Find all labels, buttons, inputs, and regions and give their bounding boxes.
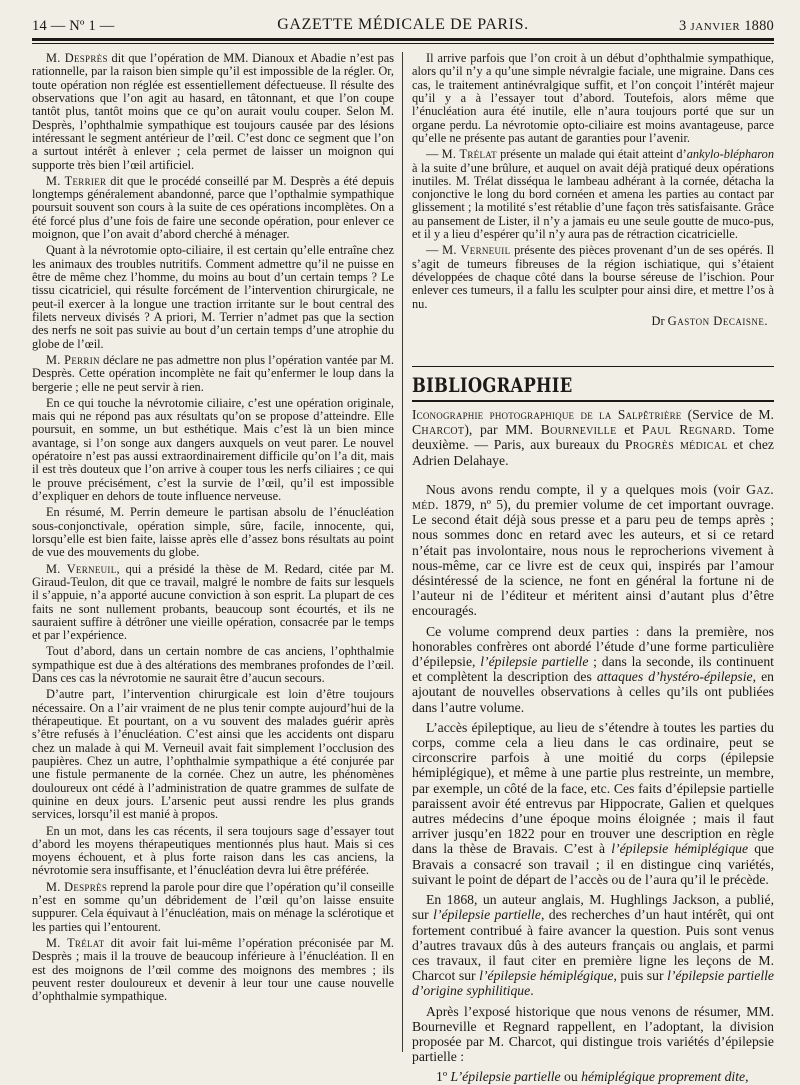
paragraph bbox=[32, 688, 394, 821]
paragraph-text: D’autre part, l’intervention chirurgicale est loin d’être toujours nécessaire. On a l’air vraiment de ne plus tenir compte aujourd’hui de la thérapeutique. Et pourtant, on a vu souvent des malades guérir après s’être refusés à l’énucléation. C’est ainsi que les accidents ont disparu chez un malade à qui M. Verneuil avait fait simplement l’occlusion des paupières. Chez un autre, l’ophthalmie sympathique a été conjurée par une fistule permanente de la cornée. Chez un autre, les phénomènes douloureux ont cédé à l’administration de quatre grammes de sulfate de quinine en deux jours. L’arsenic peut aussi rendre les plus grands services, lorsqu’il est manié à propos. bbox=[32, 687, 394, 822]
paragraph bbox=[32, 563, 394, 643]
paragraph bbox=[32, 52, 394, 172]
paragraph bbox=[412, 244, 774, 311]
issue-day: 3 bbox=[679, 18, 687, 34]
paragraph bbox=[412, 720, 774, 887]
italic-term: l’épilepsie partielle bbox=[433, 907, 541, 923]
italic-term: ankylo-blépharon bbox=[686, 147, 774, 162]
paragraph-text: En ce qui touche la névrotomie ciliaire, c’est une opération originale, mais qui ne répond pas aux résultats qu’on se propose d’atteindre. Elle poursuit, en somme, un but esthétique. Mais c’est là un bien mince avantage, si l’on songe aux dangers auxquels on veut parer. Le nouvel opératoire n’est pas aussi extraordinairement difficile qu’on l’a dit, mais il est très douteux que l’on arrive à couper tous les nerfs ciliaires ; ce qui le prouve précisément, c’est la survie de l’œil, qu’il est impossible d’expliquer en dehors de toute influence nerveuse. bbox=[32, 395, 394, 503]
issue-date bbox=[679, 18, 774, 35]
reference-text: et chez Adrien Delahaye. bbox=[412, 437, 774, 468]
issue-year: 1880 bbox=[744, 18, 774, 34]
publisher-name: Progrès médical bbox=[624, 437, 728, 453]
paragraph bbox=[412, 482, 774, 619]
column-divider bbox=[402, 52, 403, 1052]
speaker: M. Perrin bbox=[46, 352, 100, 367]
paragraph-text: déclare ne pas admettre non plus l’opération vantée par M. Desprès. Cette opération incomplète ne fait qu’enfermer le loup dans la bergerie ; elle ne peut servir à rien. bbox=[32, 352, 394, 394]
italic-term: l’épilepsie hémiplégique bbox=[611, 841, 749, 857]
paragraph-text: dit que l’opération de MM. Dianoux et Abadie n’est pas rationnelle, par la raison bien simple qu’il est impossible de la régler. Or, toute opération non réglée est essentiellement défectueuse. Il résulte des observations que l’on agit au hasard, en tâtonnant, et que l’on coupe tantôt plus, tantôt moins que ce qu’on aurait voulu couper. Selon M. Desprès, l’ophthalmie sympathique est toujours causée par des lésions intéressant le segment antérieur de l’œil. C’est donc ce segment que l’on a surtout intérêt à enlever ; cela permet de laisser un moignon qui supporte très bien l’œil artificiel. bbox=[32, 51, 394, 172]
paragraph bbox=[32, 881, 394, 934]
author-name: Paul Regnard bbox=[641, 422, 733, 438]
paragraph-text: dit que le procédé conseillé par M. Desprès a été depuis longtemps généralement abandonné, parce que l’opthalmie sympathique poursuit souvent son cours à la suite de ces opérations incomplètes. On a été forcé plus d’une fois de faire une seconde opération, pour enlever ce moignon, que l’on avait d’abord cherché à ménager. bbox=[32, 173, 395, 242]
paragraph-text: 1879, nº 5), du premier volume de cet important ouvrage. Le second était déjà sous presse et a paru peu de temps après ; nous sommes donc en retard avec les auteurs, et si ce retard n’était pas involontaire, nous nous le reprocherions vivement à nous-même, car ce livre est de ceux qui, inspirés par l’amour désintéressé de la science, ne font en général la fortune ni de l’auteur ni de l’éditeur et méritent ainsi d’autant plus d’être encouragés. bbox=[412, 497, 774, 619]
paragraph-text: En 1868, un auteur anglais, M. Hughlings Jackson, a publié, sur bbox=[412, 892, 774, 923]
paragraph bbox=[32, 244, 394, 351]
paragraph bbox=[32, 354, 394, 394]
speaker: M. Trélat bbox=[441, 147, 497, 162]
paragraph-text: ou bbox=[560, 1069, 582, 1085]
book-reference bbox=[412, 407, 774, 468]
speaker: M. Verneuil bbox=[442, 243, 511, 258]
paragraph bbox=[32, 397, 394, 504]
section-rule bbox=[412, 400, 774, 402]
author-name: Charcot bbox=[412, 422, 465, 438]
paragraph-text: Ce volume comprend deux parties : dans la première, nos honorables confrères ont abordé l’étude d’une forme particulière d’épilepsie, bbox=[412, 623, 774, 670]
paragraph-text: Après l’exposé historique que nous venons de résumer, MM. Bourneville et Regnard rappellent, en l’adoptant, la division proposée par M. Charcot, qui distingue trois variétés d’épilepsie partielle : bbox=[412, 1003, 774, 1065]
reference-text: . Tome deuxième. — Paris, aux bureaux du bbox=[412, 422, 774, 453]
paragraph bbox=[32, 506, 394, 559]
paragraph-text: , des recherches d’un haut intérêt, qui ont fortement contribué à faire avancer la question. Puis sont venus d’autres travaux dûs à des auteurs français ou anglais, et parmi ces travaux, il faut citer en première ligne les leçons de M. Charcot sur bbox=[412, 907, 774, 984]
paragraph-text: à la suite d’une brûlure, et auquel on avait déjà pratiqué deux opérations inutiles. M. Trélat disséqua le lambeau adhérant à la cornée, détacha la conjonctive le long du bord cornéen et amena les parties au contact par glissement ; la motilité s’est rétablie d’une façon très satisfaisante. Grâce au pansement de Lister, il n’y a jamais eu une seule goutte de muco-pus, et il y a lieu d’espérer qu’il n’y aura pas de rétraction cicatricielle. bbox=[412, 160, 774, 242]
paragraph-text: , qui a présidé la thèse de M. Redard, citée par M. Giraud-Teulon, dit que ce travail, malgré le nombre de faits sur lesquels il s’appuie, n’a apporté aucune conviction à son esprit. La plupart de ces faits ne sont nullement probants, beaucoup sont écourtés, et ils ne sauraient suffire à détrôner une vieille opération, consacrée par le temps et par l’expérience. bbox=[32, 561, 394, 643]
section-title: BIBLIOGRAPHIE bbox=[412, 373, 573, 397]
dash: — bbox=[426, 147, 442, 162]
speaker: M. Terrier bbox=[46, 173, 107, 188]
journal-title: GAZETTE MÉDICALE DE PARIS. bbox=[277, 16, 529, 33]
italic-term: hémiplégique proprement dite bbox=[581, 1069, 746, 1085]
speaker: M. Desprès bbox=[46, 51, 108, 65]
paragraph bbox=[412, 892, 774, 998]
reference-text: (Service de M. bbox=[681, 407, 774, 422]
paragraph bbox=[32, 937, 394, 1004]
paragraph bbox=[32, 175, 394, 242]
speaker: M. Trélat bbox=[46, 936, 105, 950]
speaker: M. Verneuil bbox=[46, 561, 117, 576]
paragraph-text: Tout d’abord, dans un certain nombre de cas anciens, l’ophthalmie sympathique est due à des altérations des membranes profondes de l’œil. Dans ces cas la névrotomie ne saurait être d’aucun secours. bbox=[32, 644, 394, 686]
paragraph-text: , puis sur bbox=[613, 968, 668, 984]
paragraph-text: ; dans la seconde, ils continuent et complètent la description des bbox=[412, 654, 774, 685]
header-rule-thin bbox=[32, 43, 774, 44]
page-header bbox=[32, 14, 774, 36]
paragraph-text: , bbox=[745, 1069, 749, 1085]
header-rule-thick bbox=[32, 38, 774, 41]
reference-text: ), par MM. bbox=[464, 422, 541, 438]
italic-term: l’épilepsie hémiplégique bbox=[479, 968, 614, 984]
bibliography-section bbox=[412, 407, 774, 1085]
italic-term: l’épilepsie partielle bbox=[480, 654, 589, 670]
italic-term: l’épilepsie partielle d’origine syphilitique bbox=[412, 968, 774, 999]
italic-term: attaques d’hystéro-épilepsie bbox=[596, 669, 753, 685]
paragraph-text: Nous avons rendu compte, il y a quelques mois (voir bbox=[426, 481, 747, 497]
paragraph-text: reprend la parole pour dire que l’opération qu’il conseille n’est en somme qu’un débridement de l’œil qu’on laisse ensuite suppurer. Cela équivaut à l’énucléation, mais on ménage la sclérotique et les parties qui l’entourent. bbox=[32, 879, 394, 934]
paragraph bbox=[32, 825, 394, 878]
signature-name: Gaston Decaisne. bbox=[667, 313, 768, 328]
paragraph bbox=[412, 52, 774, 145]
paragraph-text: En un mot, dans les cas récents, il sera toujours sage d’essayer tout d’abord les moyens thérapeutiques mentionnés plus haut. Mais si ces moyens échouent, et à plus forte raison dans les cas anciens, la névrotomie sera insuffisante, et l’énucléation devra lui être préférée. bbox=[32, 823, 394, 878]
paragraph-text: dit avoir fait lui-même l’opération préconisée par M. Desprès ; mais il la trouve de beaucoup inférieure à l’énucléation. Il en est des moignons de l’œil comme des moignons des membres ; ils peuvent rester douloureux et devenir à leur tour une cause nouvelle d’ophthalmie sympathique. bbox=[32, 936, 394, 1004]
paragraph-text: présente un malade qui était atteint d’ bbox=[500, 147, 687, 162]
speaker: M. Desprès bbox=[46, 879, 108, 894]
paragraph bbox=[412, 1004, 774, 1065]
paragraph bbox=[32, 645, 394, 685]
book-title: Iconographie photographique de la Salpêtrière bbox=[412, 407, 682, 422]
reference-text: et bbox=[616, 422, 642, 438]
paragraph-text: L’accès épileptique, au lieu de s’étendre à toutes les parties du corps, comme cela a lieu dans le cas ordinaire, peut se circonscrire parfois à une moitié du corps (épilepsie hémiplégique), et même à une partie plus restreinte, un membre, par exemple, un côté de la face, etc. Ces faits d’épilepsie partielle paraissent avoir été entrevus par Hippocrate, Galien et quelques autres médecins d’une époque moins éloignée ; mais il faut arriver jusqu’en 1822 pour en trouver une description en règle dans la thèse de Bravais. C’est à bbox=[412, 719, 774, 857]
paragraph bbox=[412, 624, 774, 715]
paragraph-text: que Bravais a consacré son travail ; il en distingue cinq variétés, suivant le point de départ de l’accès ou de l’aura qu’il le précède. bbox=[412, 841, 774, 887]
paragraph-text: Quant à la névrotomie opto-ciliaire, il est certain qu’elle entraîne chez les animaux des troubles nutritifs. Comment admettre qu’il ne puisse en être de même chez l’homme, du moins au bout d’un certain temps ? Le tissu cicatriciel, qui résulte forcément de l’intervention chirurgicale, ne peut-il exercer à la longue une traction irritante sur le bout central des filets nerveux divisés ? A priori, M. Terrier n’admet pas que la section des nerfs ne soit pas suivie au bout d’un certain temps d’une atrophie du globe de l’œil. bbox=[32, 243, 394, 351]
dash: — bbox=[426, 243, 443, 258]
issue-month: JANVIER bbox=[690, 21, 741, 33]
signature-prefix: Dr bbox=[651, 313, 665, 328]
paragraph-text: . bbox=[530, 983, 534, 999]
author-name: Bourneville bbox=[540, 422, 617, 438]
signature bbox=[412, 315, 774, 328]
journal-abbrev: Gaz. méd. bbox=[412, 481, 774, 513]
italic-term: L’épilepsie partielle bbox=[450, 1069, 561, 1085]
paragraph-text: présente des pièces provenant d’un de ses opérés. Il s’agit de tumeurs fibreuses de la région ischiatique, qui s’étaient développées de chaque côté dans la bourse séreuse de l’ischion. Pour enlever ces tumeurs, il a fallu les sculpter pour ainsi dire, et mettre l’os à nu. bbox=[412, 243, 774, 311]
paragraph-text: , en ajoutant de nouvelles observations à celles qu’ils ont publiées dans l’autre volume. bbox=[412, 669, 774, 715]
page-number: 14 — Nº 1 — bbox=[32, 18, 115, 34]
left-column bbox=[32, 52, 394, 1052]
paragraph-text: Il arrive parfois que l’on croit à un début d’ophthalmie sympathique, alors qu’il n’y a qu’une simple névralgie faciale, une migraine. Dans ces cas, le traitement antinévralgique suffit, et l’on conçoit l’intérêt majeur qu’il y a à l’essayer tout d’abord. Toutefois, alors même que l’énucléation aura été inutile, elle n’aura toujours porté que sur un organe perdu. La névrotomie opto-ciliaire est moins avantageuse, parce qu’elle ne présente pas autant de garanties pour l’avenir. bbox=[412, 51, 774, 145]
section-rule bbox=[412, 366, 774, 367]
paragraph-text: En résumé, M. Perrin demeure le partisan absolu de l’énucléation sous-conjonctivale, opération simple, sûre, facile, innocente, qui, lorsqu’elle est bien faite, laisse après elle d’assez bons résultats au point de vue des mouvements du globe. bbox=[32, 505, 394, 560]
list-number: 1º bbox=[436, 1069, 448, 1085]
paragraph bbox=[412, 148, 774, 241]
